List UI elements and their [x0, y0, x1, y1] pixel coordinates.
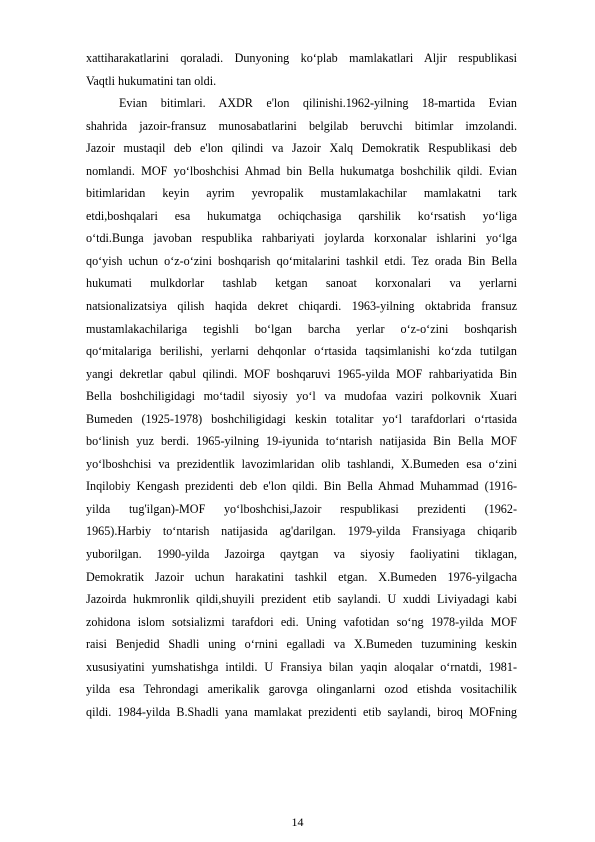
text-line: yilda esa Tehrondagi amerikalik garovga olinganlarni ozod etishda vositachilik	[86, 682, 517, 697]
text-line: yilda tug'ilgan)-MOF yo‘lboshchisi,Jazoir respublikasi prezidenti (1962-	[86, 501, 517, 516]
text-line: raisi Benjedid Shadli uning o‘rnini egalladi va X.Bumeden tuzumining keskin	[86, 637, 517, 652]
text-line: nomlandi. MOF yo‘lboshchisi Ahmad bin Bella hukumatga boshchilik qildi. Evian	[86, 163, 517, 178]
text-line: qo‘yish uchun o‘z-o‘zini boshqarish qo‘mitalarini tashkil etdi. Tez orada Bin Bella	[86, 253, 517, 268]
body-text	[86, 47, 517, 723]
text-line: xattiharakatlarini qoraladi. Dunyoning ko‘plab mamlakatlari Aljir respublikasi	[86, 51, 517, 65]
text-line: yo‘lboshchisi va prezidentlik lavozimlaridan olib tashlandi, X.Bumeden esa o‘zini	[86, 456, 517, 471]
text-line: Jazoirda hukmronlik qildi,shuyili prezident etib saylandi. U xuddi Liviyadagi kabi	[86, 592, 517, 607]
text-line: mustamlakachilariga tegishli bo‘lgan barcha yerlar o‘z-o‘zini boshqarish	[86, 321, 517, 336]
text-line: yangi dekretlar qabul qilindi. MOF boshqaruvi 1965-yilda MOF rahbariyatida Bin	[86, 366, 517, 381]
text-line: bitimlaridan keyin ayrim yevropalik mustamlakachilar mamlakatni tark	[86, 186, 517, 201]
text-line: etdi,boshqalari esa hukumatga ochiqchasiga qarshilik ko‘rsatish yo‘liga	[86, 208, 517, 223]
text-line: Vaqtli hukumatini tan oldi.	[86, 73, 217, 88]
text-line: zohidona islom sotsializmi tarafdori edi. Uning vafotidan so‘ng 1978-yilda MOF	[86, 614, 517, 629]
text-line: Jazoir mustaqil deb e'lon qilindi va Jazoir Xalq Demokratik Respublikasi deb	[86, 141, 517, 156]
text-line: qildi. 1984-yilda B.Shadli yana mamlakat prezidenti etib saylandi, biroq MOFning	[86, 704, 517, 719]
text-line: shahrida jazoir-fransuz munosabatlarini belgilab beruvchi bitimlar imzolandi.	[86, 118, 517, 133]
text-line: bo‘linish yuz berdi. 1965-yilning 19-iyunida to‘ntarish natijasida Bin Bella MOF	[86, 434, 517, 449]
text-line: natsionalizatsiya qilish haqida dekret chiqardi. 1963-yilning oktabrida fransuz	[86, 299, 517, 314]
page-number: 14	[291, 815, 304, 829]
text-line: yuborilgan. 1990-yilda Jazoirga qaytgan va siyosiy faoliyatini tiklagan,	[86, 547, 517, 562]
text-line: qo‘mitalariga berilishi, yerlarni dehqonlar o‘rtasida taqsimlanishi ko‘zda tutilgan	[86, 344, 517, 359]
text-line: hukumati mulkdorlar tashlab ketgan sanoat korxonalari va yerlarni	[86, 276, 517, 291]
text-line: Inqilobiy Kengash prezidenti deb e'lon qildi. Bin Bella Ahmad Muhammad (1916-	[86, 479, 517, 494]
text-line: 1965).Harbiy to‘ntarish natijasida ag'darilgan. 1979-yilda Fransiyaga chiqarib	[86, 524, 517, 539]
section-heading-line: Evian bitimlari. AXDR e'lon qilinishi.1962-yilning 18-martida Evian	[119, 96, 517, 111]
text-line: xususiyatini yumshatishga intildi. U Fransiya bilan yaqin aloqalar o‘rnatdi, 1981-	[86, 659, 517, 674]
text-line: o‘tdi.Bunga javoban respublika rahbariyati joylarda korxonalar ishlarini yo‘lga	[86, 231, 517, 246]
text-line: Bella boshchiligidagi mo‘tadil siyosiy yo‘l va mudofaa vaziri polkovnik Xuari	[86, 389, 517, 404]
text-line: Bumeden (1925-1978) boshchiligidagi keskin totalitar yo‘l tarafdorlari o‘rtasida	[86, 411, 517, 426]
text-line: Demokratik Jazoir uchun harakatini tashkil etgan. X.Bumeden 1976-yilgacha	[86, 569, 517, 584]
